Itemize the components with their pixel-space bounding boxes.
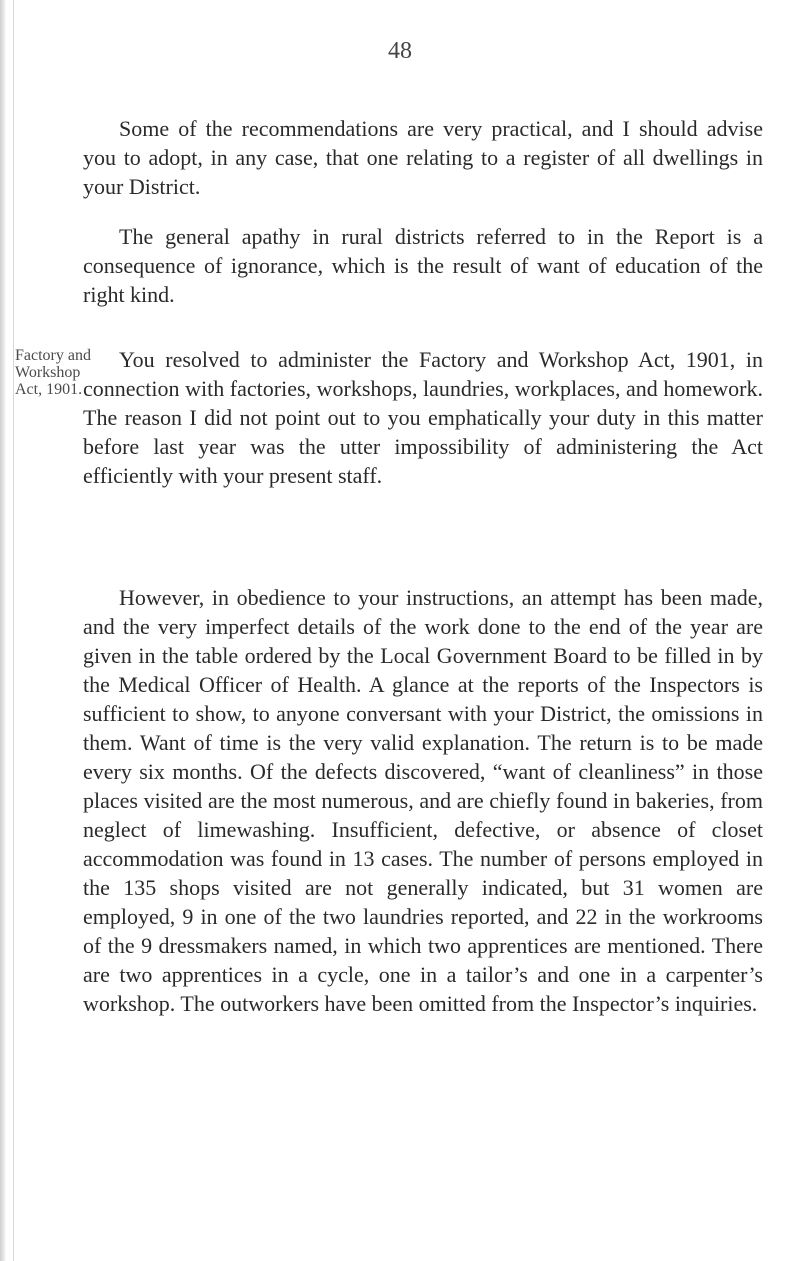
page-binding-edge xyxy=(0,0,6,1261)
margin-note-line: Workshop xyxy=(15,364,81,381)
paragraph-factory-act: You resolved to administer the Factory and Workshop Act, 1901, in connection with factories, workshops, laundries, workplaces, and homework. The reason I did not point out to you emphatically your duty in this matter before last year was the utter impossibility of administering the Act efficiently with your present staff. xyxy=(83,347,763,488)
paragraph-rural-apathy: The general apathy in rural districts referred to in the Report is a consequence of ignorance, which is the result of want of education of the right kind. xyxy=(83,224,763,307)
page-number: 48 xyxy=(388,38,412,64)
paragraph-inspection-details: However, in obedience to your instructions, an attempt has been made, and the very imperfect details of the work done to the end of the year are given in the table ordered by the Local Government Board to be filled in by the Medical Officer of Health. A glance at the reports of the Inspectors is sufficient to show, to anyone conversant with your District, the omissions in them. Want of time is the very valid explanation. The return is to be made every six months. Of the defects discovered, “want of cleanliness” in those places visited are the most numerous, and are chiefly found in bakeries, from neglect of limewashing. Insufficient, defective, or absence of closet accommodation was found in 13 cases. The number of persons employed in the 135 shops visited are not generally indicated, but 31 women are employed, 9 in one of the two laundries reported, and 22 in the workrooms of the 9 dressmakers named, in which two apprentices are mentioned. There are two apprentices in a cycle, one in a tailor’s and one in a carpenter’s workshop. The outworkers have been omitted from the Inspector’s inquiries. xyxy=(83,585,763,1016)
margin-note-line: Factory and xyxy=(15,347,91,364)
margin-note-line: Act, 1901. xyxy=(15,381,83,398)
page-binding-line xyxy=(13,0,14,1261)
paragraph-recommendations: Some of the recommendations are very practical, and I should advise you to adopt, in any case, that one relating to a register of all dwellings in your District. xyxy=(83,116,763,199)
